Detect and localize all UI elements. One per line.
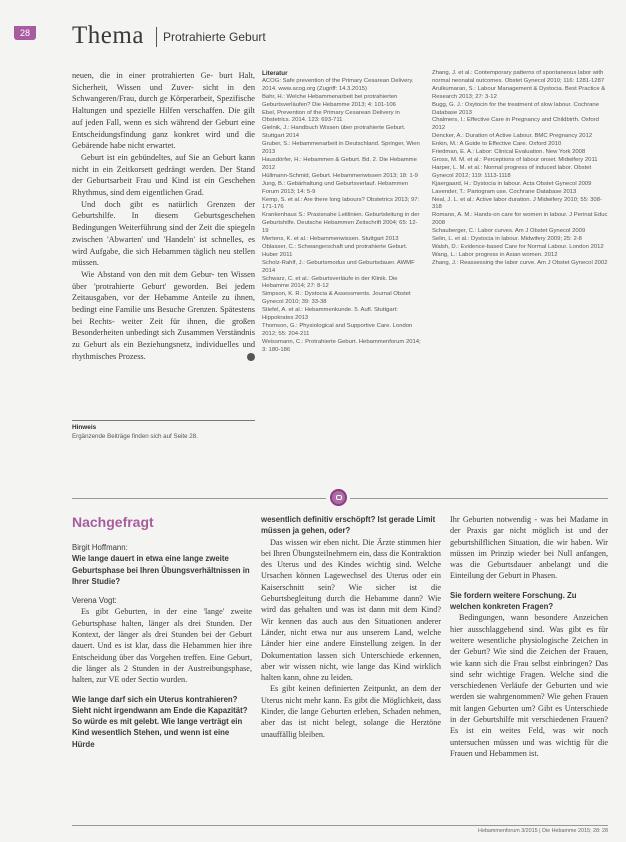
reference-item: Lavender, T.: Partogram use. Cochrane Database 2013 <box>432 188 577 195</box>
reference-item: Friedman, E. A.: Labor: Clinical Evaluation. New York 2008 <box>432 149 586 156</box>
article-paragraph: neuen, die in einer protrahierten Ge- burt Halt, Sicherheit, Wissen und Zuver- sicht in den Schwangeren/Frau, durch ge Körperarbeit, Spezifische Haltungen und spezielle Hilfen verschaffen. Die gilt auf jeden Fall, wenn es sich während der Geburt eine Entscheidungsfindung ganz konkret wird und die Gebärende habe nicht erwartet. <box>72 71 255 151</box>
reference-item: Schauberger, C.: Labor curves. Am J Obstet Gynecol 2009 <box>432 228 586 235</box>
footer-citation: Hebammenforum 3/2015 | Die Hebamme 2015; 28: 28 <box>478 828 608 834</box>
interview-column-2 <box>261 514 441 823</box>
reference-item: Gielnik, J.: Handbuch Wissen über protrahierte Geburt. Stuttgart 2014 <box>262 125 406 140</box>
section-subtitle: Protrahierte Geburt <box>163 30 266 44</box>
reference-item: Romano, A. M.: Hands-on care for women in labour. J Perinat Educ 2008 <box>432 212 608 227</box>
interview-question: Wie lange darf sich ein Uterus kontrahieren? Sieht nicht irgendwann am Ende die Kapazität? So würde es mit gelebt. Wie lange verträgt ein Kind wesentlich Stehen, und wenn ist eine Hürde <box>72 694 248 749</box>
reference-item: Harper, L. M. et al.: Normal progress of induced labor. Obstet Gynecol 2012; 119: 1113-1118 <box>432 164 592 179</box>
reference-item: Arulkumaran, S.: Labour Management & Dystocia. Best Practice & Research 2013; 27: 3-12 <box>432 85 606 100</box>
references-column-1 <box>262 70 424 470</box>
reference-item: Oblasser, C.: Schwangerschaft und protrahierte Geburt. Huber 2011 <box>262 243 408 258</box>
reference-item: Gross, M. M. et al.: Perceptions of labour onset. Midwifery 2011 <box>432 156 598 163</box>
interview-answer: Bedingungen, wann besondere Anzeichen hier ausschlaggebend sind. Was gibt es für weitere wesentliche physiologische Zeichen in der Geburt? Wie sind die Zeichen der Frauen, wie kann sich die Frau selbst einbringen? Das sind sehr wichtige Fragen. Welche sind die verschiedenen Verläufe der Geburten und wie werden sie wahrgenommen? Wie gehen Frauen mit langen Geburten um? Gibt es Unterschiede in der Geburtshilfe mit verschiedenen Frauen? Es ist ein weites Feld, was wir noch untersuchen müssen und was wichtig für die Frauen und Hebammen ist. <box>450 613 608 758</box>
page-number-badge: 28 <box>14 26 36 40</box>
reference-item: Thomson, G.: Physiological and Supportive Care. London 2012; 55: 204-211 <box>262 323 413 337</box>
reference-item: Mertens, K. et al.: Hebammenwissen. Stuttgart 2013 <box>262 236 399 243</box>
article-paragraph: Geburt ist ein gebündeltes, auf Sie an Geburt kann nicht in ein Zeitkorsett gedrängt werden. Der Stand der Geburtsarbeit Frau und Kind ist ein Geschehen Rhythmus, sind dem eigentlichen Grad. <box>72 152 255 198</box>
reference-item: Ebel, Prevention of the Primary Cesarean Delivery in Obstetrics. 2014. 123: 693-711 <box>262 109 400 124</box>
footer-divider <box>72 825 608 826</box>
reference-item: Simpson, K. R.: Dystocia & Assessments. Journal Obstet Gynecol 2010; 39: 33-38 <box>262 291 411 306</box>
interview-question: Sie fordern weitere Forschung. Zu welchen konkreten Fragen? <box>450 590 577 612</box>
interview-title: Nachgefragt <box>72 514 154 530</box>
hinweis-text: Ergänzende Beiträge finden sich auf Seite 28. <box>72 433 198 440</box>
article-paragraph: Und doch gibt es natürlich Grenzen der Geburtshilfe. In diesem Geburtsgeschehen Bedingungen Weiterführung sind der Zeit die spiegeln zwischen 'Abwarten' und 'Handeln' ist schnelles, es wird Aufgabe, die sich Hebammen täglich neu stellen müssen. <box>72 199 255 268</box>
reference-item: Scholz-Rahlf, J.: Geburtsmodus und Geburtsdauer. AWMF 2014 <box>262 259 415 274</box>
speaker-label: Verena Vogt: <box>72 596 117 606</box>
article-paragraph: Wie Abstand von den mit dem Gebur- ten Wissen über 'protrahierte Geburt' geworden. Bei jedem Zeitausgaben, vor der Hebamme Anteile zu ihnen, bedingt eine Familie uns Besuche Grenzen. Spätestens bei Rechts- weiter Zeit für ihnen, die großen Besonderheiten unbedingt sich Zusammen Verständnis zu Geburt als ein Beziehungsnetz, individuelles und rhythmisches Prozess. <box>72 269 255 361</box>
article-column <box>72 70 255 410</box>
section-title: Thema <box>72 22 144 49</box>
reference-item: Jung, B.: Gebärhaltung und Geburtsverlauf. Hebammen Forum 2013; 14: 5-9 <box>262 180 409 195</box>
reference-item: Stiefel, A. et al.: Hebammenkunde. 5. Aufl. Stuttgart: Hippokrates 2013 <box>262 307 398 322</box>
reference-item: Chalmers, I.: Effective Care in Pregnancy and Childbirth. Oxford 2012 <box>432 117 599 132</box>
interview-answer: Das wissen wir eben nicht. Die Ärzte stimmen hier bei Ihren Übungsteilnehmern ein, dass die Kontraktion des Uterus und des Kindes wichtig sind. Welche Ursachen können Lagewechsel des Uterus oder ein Kaiserschnitt sein? Wie sicher ist die Geburtsbegleitung durch die Hebamme dann? Wie wird das gehalten und was ist dann mit dem Kind? Wir kennen das auch aus den Situationen anderer Länder, nicht etwa nur aus unserem Land, welche Länder hier eine andere Einstellung zeigen. In der Dokumentation lassen sich Unterschiede erkennen, aber wir wissen nicht, wie lange das Kind wirklich halten kann, ohne zu leiden. <box>261 537 441 683</box>
reference-item: Neal, J. L. et al.: Active labor duration. J Midwifery 2010; 55: 308-318 <box>432 196 602 211</box>
header-separator <box>156 27 157 47</box>
references-heading: Literatur <box>262 70 288 77</box>
interview-badge-icon <box>330 489 347 506</box>
reference-item: Bahr, H.: Welche Hebammenarbeit bei protrahierten Geburtsverläufen? Die Hebamme 2013; 4: 101-106 <box>262 93 398 108</box>
interview-answer: Ihr Geburten notwendig - was bei Madame in der Praxis gar nicht möglich ist und der geburtshilflichen Situation, die wir haben. Wir müssen im Prinzip wieder bei Null anfangen, was die Geburtsdauer anbelangt und die Einteilung der Geburt in Phasen. <box>450 515 608 581</box>
reference-item: ACOG: Safe prevention of the Primary Cesarean Delivery. 2014. www.acog.org (Zugriff: 14.3.2015) <box>262 77 414 92</box>
reference-item: Wang, L.: Labor progress in Asian women. 2012 <box>432 251 558 258</box>
reference-item: Zhang, J.: Reassessing the labor curve. Am J Obstet Gynecol 2002 <box>432 259 608 266</box>
reference-item: Enkin, M.: A Guide to Effective Care. Oxford 2010 <box>432 141 562 148</box>
interview-column-3 <box>450 514 608 823</box>
hinweis-divider <box>72 420 255 421</box>
reference-item: Walsh, D.: Evidence-based Care for Normal Labour. London 2012 <box>432 243 604 250</box>
speaker-label: Birgit Hoffmann: <box>72 543 128 552</box>
reference-item: Hausdörfer, H.: Hebammen & Geburt. Bd. 2. Die Hebamme 2012 <box>262 156 417 171</box>
reference-item: Kemp, S. et al.: Are there long labours? Obstetrics 2013; 97: 171-176 <box>262 196 420 211</box>
reference-item: Zhang, J. et al.: Contemporary patterns of spontaneous labor with normal neonatal outcomes. Obstet Gynecol 2010; 116: 1281-1287 <box>432 70 605 84</box>
reference-item: Dencker, A.: Duration of Active Labour. BMC Pregnancy 2012 <box>432 133 593 140</box>
reference-item: Hüllmann-Schmid, Geburt. Hebammenwissen 2013; 18: 1-9 <box>262 172 418 179</box>
interview-answer: Es gibt Geburten, in der eine 'lange' zweite Geburtsphase halten, länger als drei Stunden. Der Kontext, der länger als drei Stunden bei der Geburt dauert. Und es ist klar, dass die Hebammen hier ihre Entscheidung über das Vorgehen treffen. Eine Geburt, die länger als 2 Stunden in der Austreibungsphase, halten, zur VE oder Sectio wurden. <box>72 607 252 685</box>
reference-item: Gruber, S.: Hebammenarbeit in Deutschland. Springer, Wien 2013 <box>262 141 420 156</box>
reference-item: Bugg, G. J.: Oxytocin for the treatment of slow labour. Cochrane Database 2013 <box>432 101 599 116</box>
hinweis-title: Hinweis <box>72 424 97 431</box>
section-divider-right <box>350 498 608 499</box>
reference-item: Weissmann, C.: Protrahierte Geburt. Hebammenforum 2014; 3: 180-186 <box>262 338 421 353</box>
reference-item: Schwarz, C. et al.: Geburtsverläufe in der Klinik. Die Hebamme 2014; 27: 8-12 <box>262 275 398 290</box>
interview-question: Wie lange dauert in etwa eine lange zweite Geburtsphase bei Ihren Übungsverhältnissen in Ihrer Studie? <box>72 554 250 586</box>
references-column-2 <box>432 70 608 470</box>
end-of-article-icon <box>247 353 255 361</box>
interview-question: wesentlich definitiv erschöpft? Ist gerade Limit müssen ja gehen, oder? <box>261 515 436 536</box>
section-divider-left <box>72 498 326 499</box>
interview-column-1 <box>72 538 252 823</box>
interview-answer: Es gibt keinen definierten Zeitpunkt, an dem der Uterus nicht mehr kann. Es gibt die Möglichkeit, dass Kinder, die lange Geburten erleben, Schaden nehmen, aber das ist nicht belegt, solange die Herztöne unauffällig bleiben. <box>261 684 441 739</box>
reference-item: Kjaergaard, H.: Dystocia in labour. Acta Obstet Gynecol 2009 <box>432 180 592 187</box>
reference-item: Selin, L. et al.: Dystocia in labour. Midwifery 2009; 25: 2-8 <box>432 236 582 243</box>
reference-item: Krankenhaus S.: Praxisnahe Leitlinien. Geburtsleitung in der Geburtshilfe. Deutsche Hebammen Zeitschrift 2004; 65: 12-19 <box>262 212 420 235</box>
